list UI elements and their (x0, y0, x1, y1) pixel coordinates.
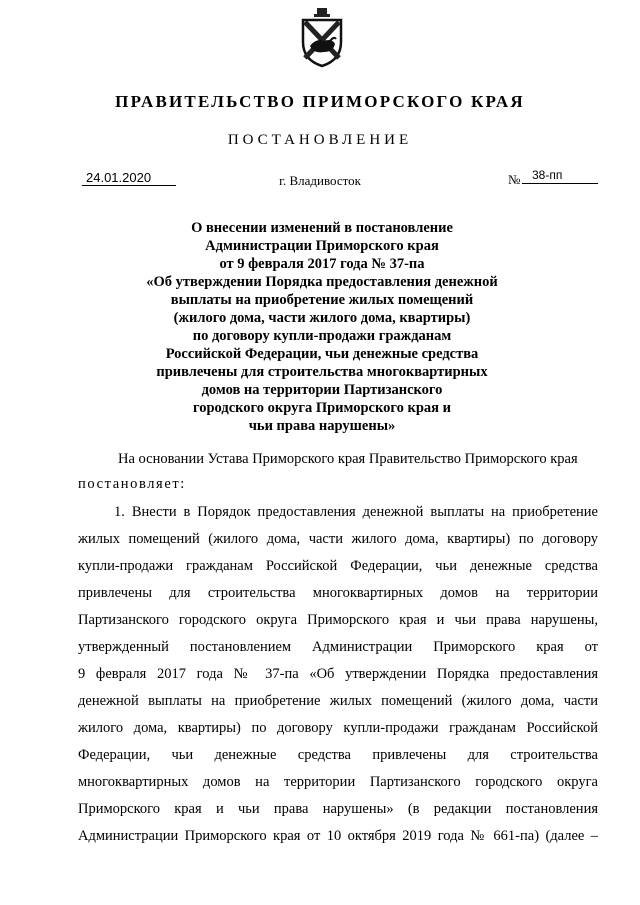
paragraph-line: Партизанского городского округа Приморского края и чьи права нарушены, (78, 612, 598, 628)
paragraph-1 (78, 499, 598, 850)
paragraph-line: жилых помещений (жилого дома, части жилого дома, квартиры) по договору (78, 531, 598, 547)
paragraph-line: Администрации Приморского края от 10 октября 2019 года № 661-па) (далее – (78, 828, 598, 844)
paragraph-line: утвержденный постановлением Администрации Приморского края от (78, 639, 598, 655)
paragraph-line: жилого дома, квартиры) по договору купли-продажи гражданам Российской (78, 720, 598, 736)
paragraph-line: привлечены для строительства многоквартирных домов на территории (78, 585, 598, 601)
subject-line: (жилого дома, части жилого дома, квартиры) (173, 310, 471, 326)
subject-line: городского округа Приморского края и (193, 400, 451, 416)
subject-line: Администрации Приморского края (205, 238, 439, 254)
document-date: 24.01.2020 (82, 170, 176, 186)
document-number: 38-пп (522, 168, 598, 184)
subject-line: по договору купли-продажи гражданам (192, 328, 452, 344)
document-city: г. Владивосток (279, 173, 361, 188)
paragraph-line: денежной выплаты на приобретение жилых помещений (жилого дома, части (78, 693, 598, 709)
paragraph-line: купли-продажи гражданам Российской Федерации, чьи денежные средства (78, 558, 598, 574)
paragraph-line: многоквартирных домов на территории Партизанского городского округа (78, 774, 598, 790)
document-subject (140, 219, 504, 435)
decree-word: постановляет: (78, 476, 186, 492)
number-sign: № (508, 172, 521, 187)
subject-line: привлечены для строительства многоквартирных (156, 364, 488, 380)
subject-line: «Об утверждении Порядка предоставления денежной (146, 274, 498, 290)
subject-line: от 9 февраля 2017 года № 37-па (219, 256, 425, 272)
paragraph-line: Федерации, чьи денежные средства привлечены для строительства (78, 747, 598, 763)
subject-line: выплаты на приобретение жилых помещений (170, 292, 474, 308)
document-type: ПОСТАНОВЛЕНИЕ (227, 132, 413, 148)
intro-text: На основании Устава Приморского края Правительство Приморского края (118, 451, 578, 467)
paragraph-line: 9 февраля 2017 года № 37-па «Об утверждении Порядка предоставления (78, 666, 598, 682)
coat-of-arms-icon (300, 8, 344, 68)
subject-line: чьи права нарушены» (248, 418, 396, 434)
paragraph-line: 1. Внести в Порядок предоставления денежной выплаты на приобретение (114, 504, 598, 520)
paragraph-line: Приморского края и чьи права нарушены» (в редакции постановления (78, 801, 598, 817)
subject-line: домов на территории Партизанского (201, 382, 443, 398)
subject-line: Российской Федерации, чьи денежные средства (165, 346, 479, 362)
subject-line: О внесении изменений в постановление (191, 220, 453, 236)
government-title: ПРАВИТЕЛЬСТВО ПРИМОРСКОГО КРАЯ (115, 92, 525, 111)
